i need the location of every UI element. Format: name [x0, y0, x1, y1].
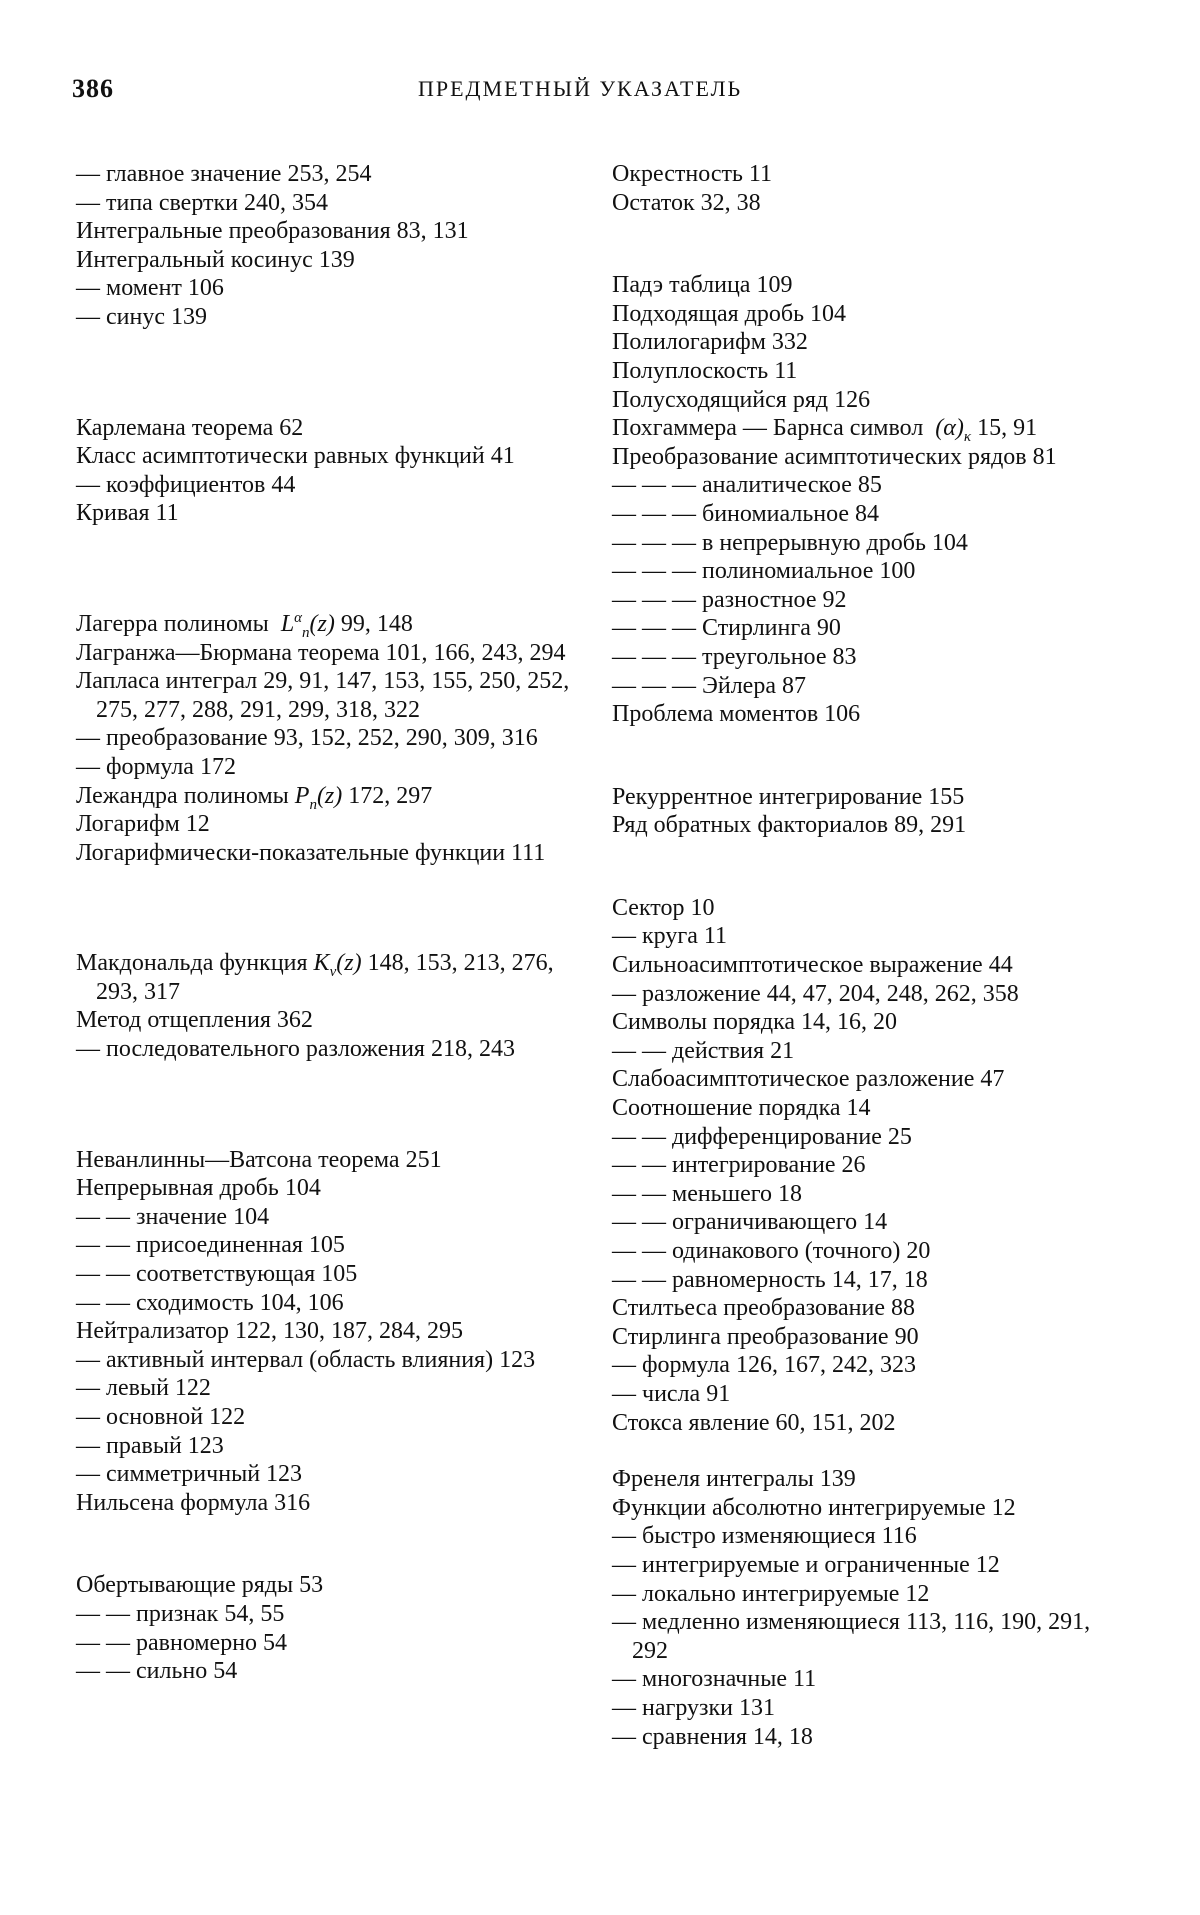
section-gap	[76, 1517, 586, 1571]
index-entry: Нейтрализатор 122, 130, 187, 284, 295	[76, 1317, 586, 1346]
index-entry: — — значение 104	[76, 1203, 586, 1232]
section-gap	[76, 867, 586, 949]
index-entry: — — — разностное 92	[612, 586, 1112, 615]
entry-term: Макдональда функция	[76, 950, 308, 976]
entry-pages: 99, 148	[341, 611, 413, 637]
index-entry: — числа 91	[612, 1380, 1112, 1409]
formula-letter: L	[281, 611, 294, 637]
entry-pages: 15, 91	[977, 415, 1037, 441]
index-entry-pochhammer	[612, 414, 1112, 443]
entry-term: Лагерра полиномы	[76, 611, 269, 637]
index-entry: Стирлинга преобразование 90	[612, 1323, 1112, 1352]
index-entry-legendre	[76, 782, 586, 811]
index-entry: Остаток 32, 38	[612, 189, 1112, 218]
index-entry: Соотношение порядка 14	[612, 1094, 1112, 1123]
index-entry: — — одинакового (точного) 20	[612, 1237, 1112, 1266]
index-entry: Полуплоскость 11	[612, 357, 1112, 386]
index-entry: Слабоасимптотическое разложение 47	[612, 1065, 1112, 1094]
index-entry: — круга 11	[612, 922, 1112, 951]
index-entry: Нильсена формула 316	[76, 1489, 586, 1518]
section-gap	[612, 1437, 1112, 1465]
formula-symbol	[281, 611, 335, 637]
entry-term: Лежандра полиномы	[76, 783, 289, 809]
index-entry: Класс асимптотически равных функций 41	[76, 442, 586, 471]
formula-symbol	[314, 950, 362, 976]
index-entry: — последовательного разложения 218, 243	[76, 1035, 586, 1064]
formula-argument: (z)	[336, 950, 361, 976]
index-entry-macdonald	[76, 949, 586, 1006]
index-entry: — — равномерно 54	[76, 1629, 586, 1658]
index-entry: — — — треугольное 83	[612, 643, 1112, 672]
formula-argument: (z)	[317, 783, 342, 809]
index-entry: Стилтьеса преобразование 88	[612, 1294, 1112, 1323]
index-entry: Лапласа интеграл 29, 91, 147, 153, 155, 250, 252, 275, 277, 288, 291, 299, 318, 322	[76, 667, 586, 724]
index-entry: Логарифм 12	[76, 810, 586, 839]
index-entry: — — меньшего 18	[612, 1180, 1112, 1209]
index-entry: — — ограничивающего 14	[612, 1208, 1112, 1237]
index-entry: — — — аналитическое 85	[612, 471, 1112, 500]
index-entry: — — сильно 54	[76, 1657, 586, 1686]
index-entry: Окрестность 11	[612, 160, 1112, 189]
formula-symbol	[935, 415, 971, 441]
index-entry: Рекуррентное интегрирование 155	[612, 783, 1112, 812]
formula-letter: (α)	[935, 415, 964, 441]
page-header	[0, 74, 1200, 114]
index-entry: Полусходящийся ряд 126	[612, 386, 1112, 415]
index-entry: — — признак 54, 55	[76, 1600, 586, 1629]
index-entry: — — — в непрерывную дробь 104	[612, 529, 1112, 558]
section-gap	[612, 729, 1112, 783]
index-column-right	[612, 160, 1112, 1751]
index-entry: Карлемана теорема 62	[76, 414, 586, 443]
index-entry: — — — Эйлера 87	[612, 672, 1112, 701]
index-entry: — синус 139	[76, 303, 586, 332]
index-entry-laguerre	[76, 610, 586, 639]
index-entry: — формула 172	[76, 753, 586, 782]
index-entry: Падэ таблица 109	[612, 271, 1112, 300]
index-entry: Кривая 11	[76, 499, 586, 528]
index-entry: Лагранжа—Бюрмана теорема 101, 166, 243, 294	[76, 639, 586, 668]
formula-symbol	[295, 783, 343, 809]
formula-subscript: κ	[964, 429, 971, 445]
running-title: ПРЕДМЕТНЫЙ УКАЗАТЕЛЬ	[418, 76, 742, 102]
page-number: 386	[72, 74, 114, 104]
formula-letter: P	[295, 783, 310, 809]
index-entry: — сравнения 14, 18	[612, 1723, 1112, 1752]
index-entry: — быстро изменяющиеся 116	[612, 1522, 1112, 1551]
index-entry: — преобразование 93, 152, 252, 290, 309, 316	[76, 724, 586, 753]
index-entry: — локально интегрируемые 12	[612, 1580, 1112, 1609]
index-entry: — симметричный 123	[76, 1460, 586, 1489]
formula-subscript: n	[302, 625, 310, 641]
index-entry: — формула 126, 167, 242, 323	[612, 1351, 1112, 1380]
index-entry: — — интегрирование 26	[612, 1151, 1112, 1180]
index-entry: Неванлинны—Ватсона теорема 251	[76, 1146, 586, 1175]
index-entry: Проблема моментов 106	[612, 700, 1112, 729]
index-entry: Подходящая дробь 104	[612, 300, 1112, 329]
index-entry: Стокса явление 60, 151, 202	[612, 1409, 1112, 1438]
index-entry: Интегральный косинус 139	[76, 246, 586, 275]
entry-pages: 172, 297	[348, 783, 432, 809]
index-entry: — типа свертки 240, 354	[76, 189, 586, 218]
index-entry: Полилогарифм 332	[612, 328, 1112, 357]
index-entry: — — дифференцирование 25	[612, 1123, 1112, 1152]
formula-letter: K	[314, 950, 330, 976]
index-entry: — — сходимость 104, 106	[76, 1289, 586, 1318]
index-entry: — — — биномиальное 84	[612, 500, 1112, 529]
entry-term: Похгаммера — Барнса символ	[612, 415, 923, 441]
formula-subscript: ν	[330, 964, 337, 980]
index-entry: Логарифмически-показательные функции 111	[76, 839, 586, 868]
index-entry: Обертывающие ряды 53	[76, 1571, 586, 1600]
index-entry: Символы порядка 14, 16, 20	[612, 1008, 1112, 1037]
index-entry: — многозначные 11	[612, 1665, 1112, 1694]
formula-superscript: α	[294, 610, 302, 626]
index-entry: — — — Стирлинга 90	[612, 614, 1112, 643]
index-entry: — основной 122	[76, 1403, 586, 1432]
index-entry: — нагрузки 131	[612, 1694, 1112, 1723]
entry-pages: 148, 153, 213, 276, 293, 317	[96, 950, 554, 1005]
index-column-left	[76, 160, 586, 1686]
index-entry: Непрерывная дробь 104	[76, 1174, 586, 1203]
index-entry: — — — полиномиальное 100	[612, 557, 1112, 586]
index-entry: — главное значение 253, 254	[76, 160, 586, 189]
index-entry: — разложение 44, 47, 204, 248, 262, 358	[612, 980, 1112, 1009]
index-entry: — момент 106	[76, 274, 586, 303]
index-entry: — — присоединенная 105	[76, 1231, 586, 1260]
index-entry: Функции абсолютно интегрируемые 12	[612, 1494, 1112, 1523]
index-entry: — левый 122	[76, 1374, 586, 1403]
index-entry: — — равномерность 14, 17, 18	[612, 1266, 1112, 1295]
index-entry: Интегральные преобразования 83, 131	[76, 217, 586, 246]
index-entry: Сектор 10	[612, 894, 1112, 923]
index-entry: — коэффициентов 44	[76, 471, 586, 500]
index-entry: — интегрируемые и ограниченные 12	[612, 1551, 1112, 1580]
section-gap	[76, 332, 586, 414]
formula-argument: (z)	[310, 611, 335, 637]
index-entry: — активный интервал (область влияния) 123	[76, 1346, 586, 1375]
index-entry: Преобразование асимптотических рядов 81	[612, 443, 1112, 472]
index-entry: — — соответствующая 105	[76, 1260, 586, 1289]
index-entry: — медленно изменяющиеся 113, 116, 190, 291, 292	[612, 1608, 1112, 1665]
index-entry: — правый 123	[76, 1432, 586, 1461]
index-entry: — — действия 21	[612, 1037, 1112, 1066]
section-gap	[76, 1064, 586, 1146]
section-gap	[76, 528, 586, 610]
section-gap	[612, 217, 1112, 271]
index-entry: Френеля интегралы 139	[612, 1465, 1112, 1494]
index-entry: Метод отщепления 362	[76, 1006, 586, 1035]
index-entry: Сильноасимптотическое выражение 44	[612, 951, 1112, 980]
section-gap	[612, 840, 1112, 894]
formula-subscript: n	[309, 796, 317, 812]
index-entry: Ряд обратных факториалов 89, 291	[612, 811, 1112, 840]
